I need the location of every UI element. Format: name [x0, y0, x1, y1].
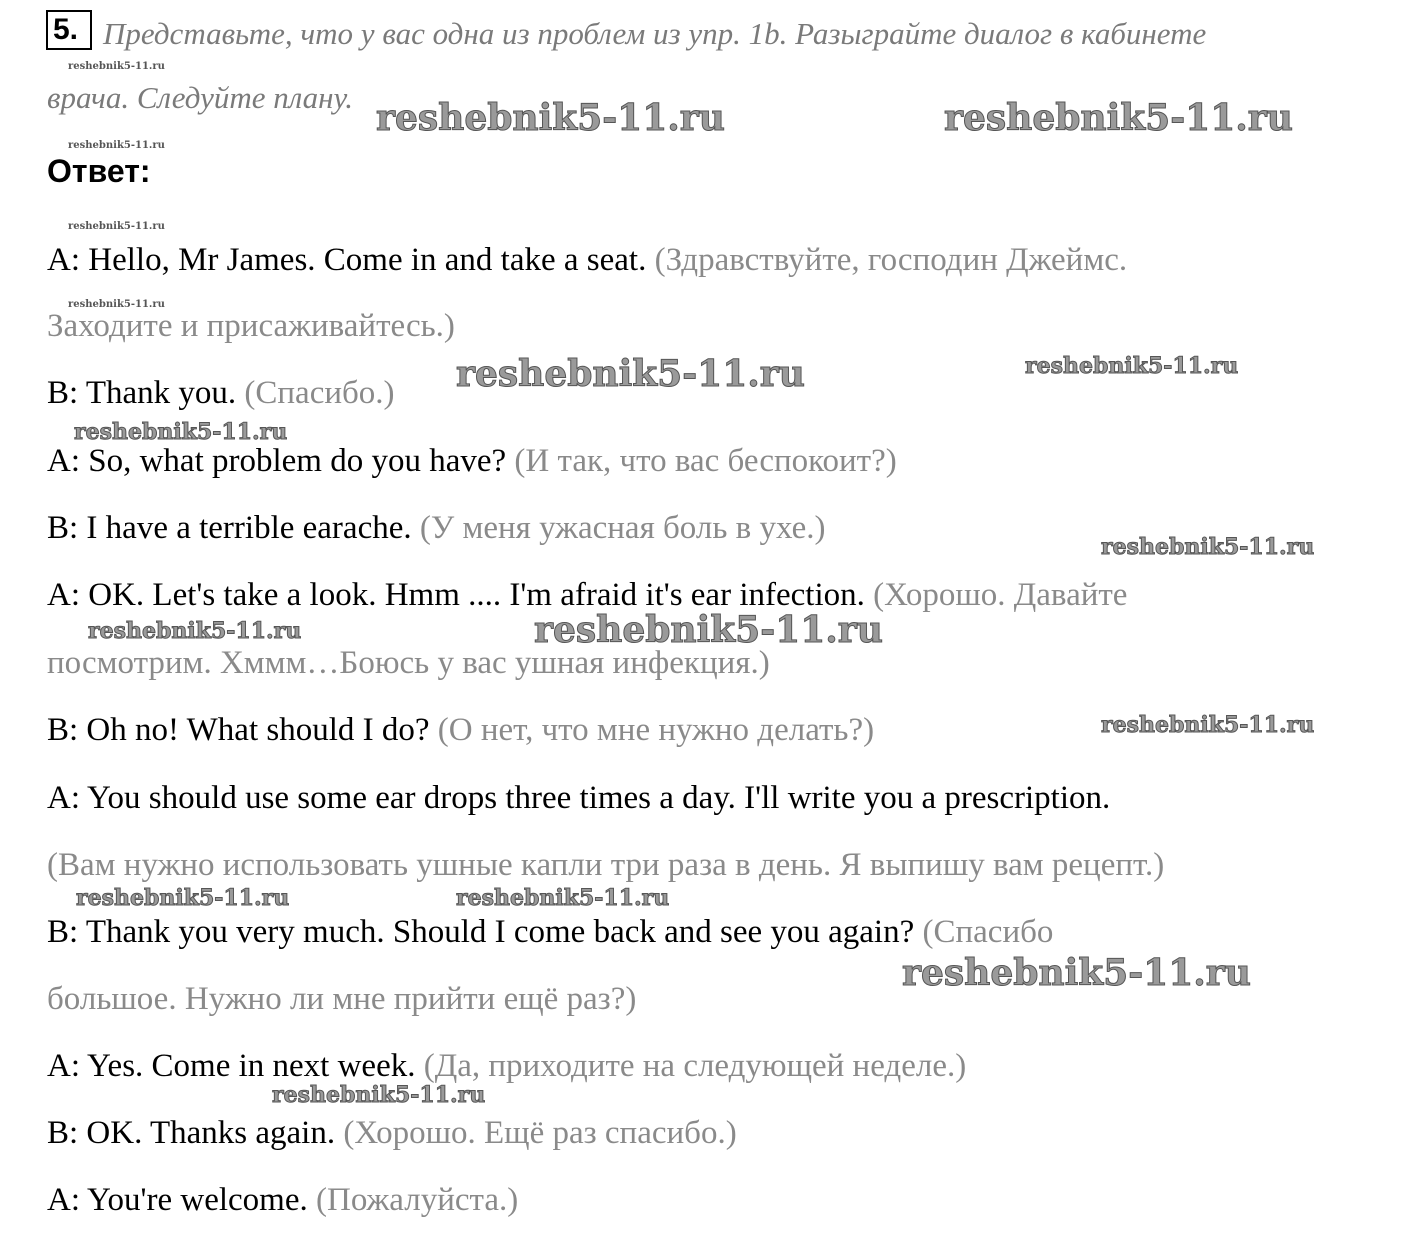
task-instruction-line-2: врача. Следуйте плану.	[47, 80, 354, 115]
dialogue-line: Заходите и присаживайтесь.)	[47, 308, 455, 344]
dialogue-line: B: Thank you. (Спасибо.)	[47, 375, 395, 411]
watermark: reshebnik5-11.ru	[456, 353, 805, 395]
answer-label: Ответ:	[47, 153, 151, 189]
watermark: reshebnik5-11.ru	[376, 97, 725, 139]
dialogue-line: B: I have a terrible earache. (У меня ужасная боль в ухе.)	[47, 510, 826, 546]
dialogue-line: (Вам нужно использовать ушные капли три раза в день. Я выпишу вам рецепт.)	[47, 847, 1165, 883]
dialogue-line: A: You're welcome. (Пожалуйста.)	[47, 1182, 519, 1218]
watermark: reshebnik5-11.ru	[944, 97, 1293, 139]
dialogue-line: A: Yes. Come in next week. (Да, приходите на следующей неделе.)	[47, 1048, 967, 1084]
dialogue-line: посмотрим. Хммм…Боюсь у вас ушная инфекция.)	[47, 645, 770, 681]
dialogue-line: A: OK. Let's take a look. Hmm .... I'm afraid it's ear infection. (Хорошо. Давайте	[47, 577, 1128, 613]
dialogue-line: большое. Нужно ли мне прийти ещё раз?)	[47, 981, 637, 1017]
watermark: reshebnik5-11.ru	[68, 61, 165, 72]
watermark: reshebnik5-11.ru	[76, 885, 290, 911]
dialogue-line: B: OK. Thanks again. (Хорошо. Ещё раз спасибо.)	[47, 1115, 737, 1151]
watermark: reshebnik5-11.ru	[534, 609, 883, 651]
dialogue-line: A: So, what problem do you have? (И так, что вас беспокоит?)	[47, 443, 897, 479]
task-number-box: 5.	[46, 10, 92, 50]
task-instruction-line-1: Представьте, что у вас одна из проблем из упр. 1b. Разыграйте диалог в кабинете	[103, 16, 1207, 51]
watermark: reshebnik5-11.ru	[88, 618, 302, 644]
watermark: reshebnik5-11.ru	[68, 140, 165, 151]
watermark: reshebnik5-11.ru	[1101, 712, 1315, 738]
watermark: reshebnik5-11.ru	[272, 1082, 486, 1108]
watermark: reshebnik5-11.ru	[1025, 353, 1239, 379]
watermark: reshebnik5-11.ru	[902, 952, 1251, 994]
dialogue-line: B: Thank you very much. Should I come back and see you again? (Спасибо	[47, 914, 1054, 950]
watermark: reshebnik5-11.ru	[68, 299, 165, 310]
watermark: reshebnik5-11.ru	[68, 221, 165, 232]
dialogue-line: A: Hello, Mr James. Come in and take a seat. (Здравствуйте, господин Джеймс.	[47, 242, 1128, 278]
watermark: reshebnik5-11.ru	[1101, 534, 1315, 560]
dialogue-line: B: Oh no! What should I do? (О нет, что мне нужно делать?)	[47, 712, 875, 748]
watermark: reshebnik5-11.ru	[74, 419, 288, 445]
watermark: reshebnik5-11.ru	[456, 885, 670, 911]
dialogue-line: A: You should use some ear drops three times a day. I'll write you a prescription.	[47, 780, 1111, 816]
